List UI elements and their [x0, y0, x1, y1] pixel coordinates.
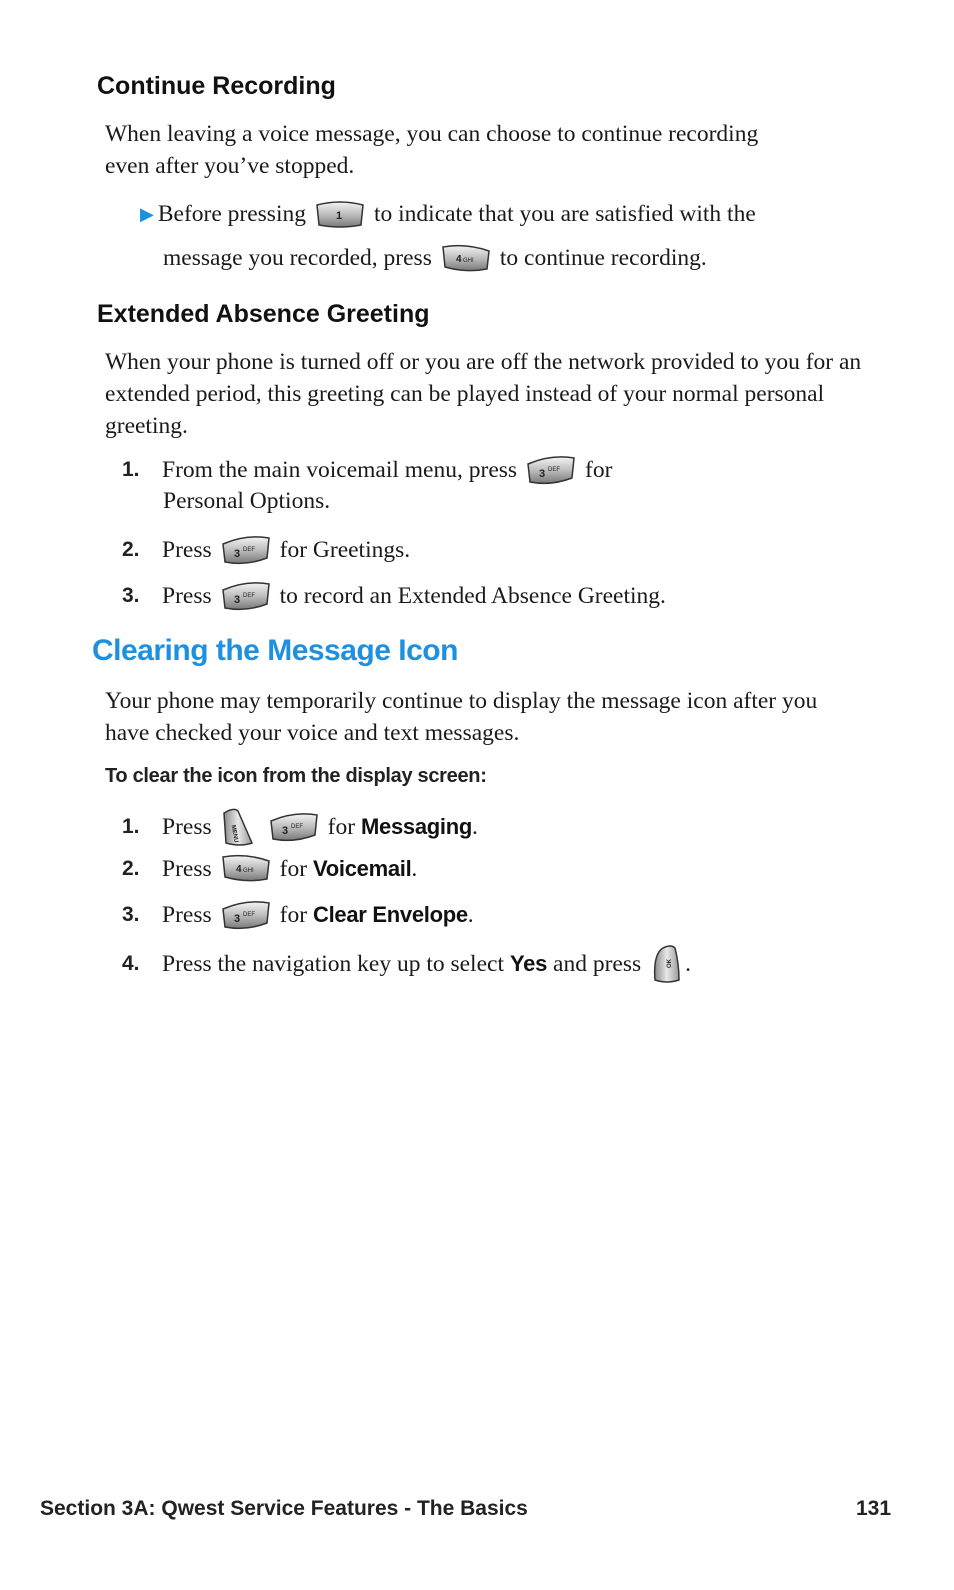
step-text: Press the navigation key up to select [162, 950, 504, 977]
step-text: Personal Options. [163, 488, 331, 514]
svg-text:3: 3 [281, 825, 288, 837]
extended-step-2 [122, 534, 410, 566]
step-text: Press [162, 901, 212, 928]
extended-step-1-cont [163, 488, 330, 515]
menu-key-icon [220, 807, 256, 847]
step-text: . [472, 813, 478, 840]
footer-section-title: Section 3A: Qwest Service Features - The Basics [40, 1497, 528, 1520]
bullet-line-1 [140, 199, 756, 229]
svg-text:3: 3 [539, 468, 546, 480]
bullet-text-2: to indicate that you are satisfied with the [373, 200, 756, 227]
key-3-icon [220, 580, 272, 612]
svg-text:DEF: DEF [548, 467, 561, 473]
svg-text:4: 4 [455, 254, 462, 265]
step-text: Press [162, 536, 212, 563]
step-text: to record an Extended Absence Greeting. [279, 582, 666, 609]
key-3-icon [268, 811, 320, 843]
svg-text:OK: OK [667, 959, 674, 968]
extended-step-1 [122, 454, 612, 486]
svg-text:DEF: DEF [242, 547, 255, 553]
menu-term-yes: Yes [509, 951, 548, 976]
svg-text:GHI: GHI [462, 258, 474, 264]
svg-text:1: 1 [335, 210, 343, 222]
step-text: . [467, 901, 474, 928]
svg-text:MENU: MENU [229, 824, 239, 844]
step-number: 1. [122, 458, 140, 481]
step-text: for [585, 456, 613, 483]
bullet-text-4: to continue recording. [499, 244, 707, 271]
clear-step-1 [122, 807, 478, 847]
step-number: 3. [122, 584, 140, 607]
step-text: Press [162, 855, 212, 882]
step-text: . [685, 950, 691, 977]
heading-continue-recording: Continue Recording [97, 72, 336, 100]
heading-clearing-message-icon: Clearing the Message Icon [92, 634, 458, 667]
key-3-icon [220, 534, 272, 566]
svg-text:DEF: DEF [242, 593, 255, 599]
paragraph-clearing: Your phone may temporarily continue to display the message icon after you have checked your voice and text messages. [105, 688, 818, 746]
key-4-icon [440, 243, 492, 273]
step-number: 2. [122, 538, 140, 561]
step-text: for [279, 855, 308, 882]
svg-text:4: 4 [235, 864, 242, 875]
bullet-text-1: Before pressing [157, 200, 306, 227]
menu-term-clear-envelope: Clear Envelope [313, 902, 468, 927]
heading-extended-absence: Extended Absence Greeting [97, 300, 430, 328]
step-number: 4. [122, 952, 140, 975]
step-text: for [279, 901, 308, 928]
step-text: and press [553, 950, 642, 977]
svg-text:DEF: DEF [242, 912, 255, 918]
step-text: Press [162, 582, 212, 609]
bullet-text-3: message you recorded, press [163, 244, 432, 271]
svg-text:3: 3 [233, 548, 240, 560]
step-number: 3. [122, 903, 140, 926]
menu-term-messaging: Messaging [361, 814, 473, 839]
ok-key-icon [649, 944, 685, 984]
key-1-icon [314, 199, 366, 229]
svg-text:DEF: DEF [290, 824, 303, 830]
step-text: Press [162, 813, 212, 840]
bullet-arrow-icon: ▶ [140, 203, 154, 224]
paragraph-continue-recording: When leaving a voice message, you can choose to continue recording even after you’ve stopped. [105, 121, 759, 179]
step-number: 1. [122, 815, 140, 838]
bullet-line-2 [163, 243, 707, 273]
svg-text:3: 3 [233, 913, 240, 925]
key-4-icon [220, 853, 272, 885]
paragraph-extended-absence: When your phone is turned off or you are off the network provided to you for an extended period, this greeting can be played instead of your normal personal greeting. [105, 349, 862, 439]
clear-step-2 [122, 853, 417, 885]
step-text: for Greetings. [279, 536, 411, 563]
key-3-icon [525, 454, 577, 486]
clear-step-3 [122, 899, 474, 931]
svg-text:3: 3 [233, 594, 240, 606]
key-3-icon [220, 899, 272, 931]
step-number: 2. [122, 857, 140, 880]
svg-text:GHI: GHI [242, 868, 254, 874]
extended-step-3 [122, 580, 666, 612]
step-text: From the main voicemail menu, press [162, 456, 518, 483]
clear-step-4 [122, 944, 691, 984]
subheading-clear-icon: To clear the icon from the display screen: [105, 765, 487, 787]
footer-page-number: 131 [856, 1497, 892, 1520]
step-text: for [327, 813, 356, 840]
menu-term-voicemail: Voicemail [313, 856, 412, 881]
step-text: . [411, 855, 418, 882]
